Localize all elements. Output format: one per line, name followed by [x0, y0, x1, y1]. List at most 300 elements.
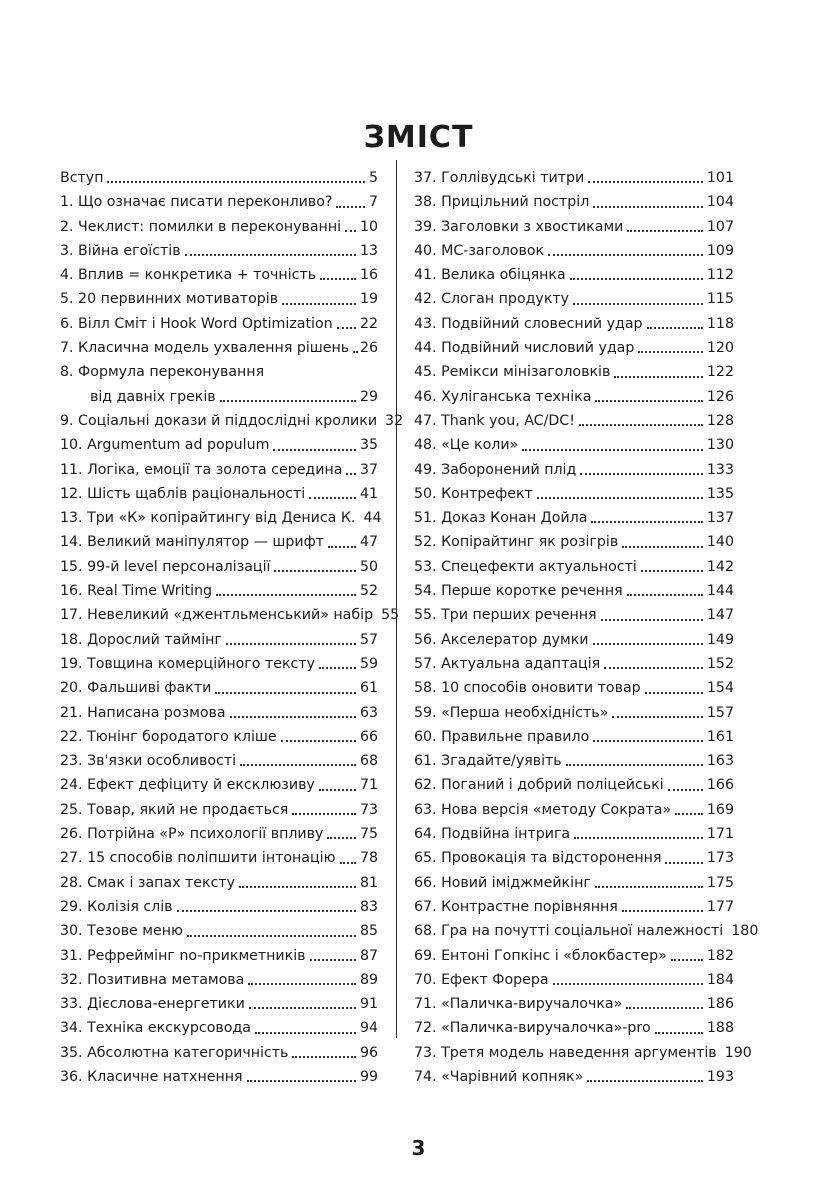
- dot-leader: [593, 740, 703, 742]
- toc-entry-title: 60. Правильне правило: [414, 728, 590, 745]
- toc-entry[interactable]: [414, 579, 734, 603]
- toc-entry[interactable]: [60, 628, 378, 652]
- toc-entry[interactable]: [414, 749, 734, 773]
- toc-entry-title: 36. Класичне натхнення: [60, 1068, 243, 1085]
- toc-entry[interactable]: [60, 433, 378, 457]
- toc-entry-title: 43. Подвійний словесний удар: [414, 315, 643, 332]
- toc-entry-title: 3. Війна егоїстів: [60, 242, 181, 259]
- toc-entry[interactable]: [60, 239, 378, 263]
- toc-entry[interactable]: [414, 676, 734, 700]
- toc-entry-page: 122: [706, 364, 734, 381]
- toc-entry[interactable]: [414, 968, 734, 992]
- toc-entry-page: 115: [706, 291, 734, 308]
- toc-entry-page: 193: [706, 1068, 734, 1085]
- dot-leader: [675, 813, 703, 815]
- toc-entry[interactable]: [414, 773, 734, 797]
- dot-leader: [595, 886, 703, 888]
- dot-leader: [645, 692, 703, 694]
- toc-entry[interactable]: [414, 458, 734, 482]
- toc-entry[interactable]: [414, 725, 734, 749]
- toc-entry[interactable]: [60, 579, 378, 603]
- toc-entry[interactable]: [414, 239, 734, 263]
- toc-entry[interactable]: [414, 1016, 734, 1040]
- toc-entry-page: 149: [706, 631, 734, 648]
- dot-leader: [626, 1007, 703, 1009]
- toc-entry-page: 107: [706, 218, 734, 235]
- toc-entry-page: 188: [706, 1020, 734, 1037]
- toc-entry[interactable]: [414, 530, 734, 554]
- toc-entry-page: 91: [359, 996, 378, 1013]
- toc-entry[interactable]: [414, 822, 734, 846]
- toc-entry-title: 34. Техніка екскурсовода: [60, 1020, 251, 1037]
- toc-entry-page: 190: [724, 1044, 752, 1061]
- toc-entry-title: 30. Тезове меню: [60, 923, 183, 940]
- toc-entry[interactable]: [60, 895, 378, 919]
- toc-entry-title: Вступ: [60, 170, 104, 186]
- toc-entry-title: 66. Новий іміджмейкінг: [414, 874, 591, 891]
- toc-entry-page: 104: [706, 194, 734, 211]
- toc-entry[interactable]: [414, 992, 734, 1016]
- toc-entry-page: 180: [731, 923, 759, 940]
- toc-entry-title: 27. 15 способів поліпшити інтонацію: [60, 850, 336, 867]
- toc-entry-title: 9. Соціальні докази й піддослідні кролики: [60, 412, 378, 429]
- toc-entry-title: 42. Слоган продукту: [414, 291, 570, 308]
- toc-entry-page: 37: [359, 461, 378, 478]
- toc-entry-page: 35: [359, 437, 378, 454]
- toc-entry[interactable]: [60, 871, 378, 895]
- dot-leader: [612, 716, 703, 718]
- toc-entry-title: 38. Прицільний постріл: [414, 194, 590, 211]
- toc-entry[interactable]: [60, 530, 378, 554]
- toc-entry-page: 142: [706, 558, 734, 575]
- toc-entry-title: 32. Позитивна метамова: [60, 971, 245, 988]
- dot-leader: [240, 764, 356, 766]
- toc-entry[interactable]: [60, 749, 378, 773]
- toc-entry-title: 50. Контрефект: [414, 485, 533, 502]
- toc-entry-title: 14. Великий маніпулятор — шрифт: [60, 534, 324, 551]
- dot-leader: [614, 376, 703, 378]
- toc-entry-page: 81: [359, 874, 378, 891]
- toc-entry[interactable]: [60, 482, 378, 506]
- toc-entry-page: 166: [706, 777, 734, 794]
- dot-leader: [537, 497, 703, 499]
- toc-entry-page: 140: [706, 534, 734, 551]
- dot-leader: [239, 886, 356, 888]
- toc-entry-title: 69. Ентоні Гопкінс і «блокбастер»: [414, 947, 667, 964]
- toc-entry[interactable]: [414, 798, 734, 822]
- toc-entry[interactable]: [414, 190, 734, 214]
- toc-entry-page: 130: [706, 437, 734, 454]
- page-number: 3: [411, 1136, 426, 1160]
- dot-leader: [580, 473, 703, 475]
- toc-entry[interactable]: [60, 215, 378, 239]
- dot-leader: [641, 570, 703, 572]
- toc-entry[interactable]: [414, 919, 759, 943]
- toc-entry-title: 74. «Чарівний копняк»: [414, 1068, 584, 1085]
- toc-entry-title: 1. Що означає писати переконливо?: [60, 194, 333, 211]
- dot-leader: [185, 254, 356, 256]
- toc-entry-page: 144: [706, 583, 734, 600]
- dot-leader: [336, 206, 365, 208]
- toc-entry[interactable]: [60, 409, 404, 433]
- toc-entry[interactable]: [60, 968, 378, 992]
- toc-entry-title: 23. Зв'язки особливості: [60, 753, 237, 770]
- dot-leader: [319, 789, 356, 791]
- dot-leader: [320, 278, 356, 280]
- toc-entry-page: 50: [359, 558, 378, 575]
- toc-entry-page: 29: [359, 388, 378, 405]
- toc-entry[interactable]: [60, 944, 378, 968]
- toc-entry-title: 11. Логіка, емоції та золота середина: [60, 461, 343, 478]
- toc-entry-title: 2. Чеклист: помилки в переконуванні: [60, 218, 342, 235]
- toc-entry[interactable]: [414, 409, 734, 433]
- toc-entry-page: 19: [359, 291, 378, 308]
- toc-entry-page: 135: [706, 485, 734, 502]
- dot-leader: [248, 983, 356, 985]
- toc-entry-title: 12. Шість щаблів раціональності: [60, 485, 306, 502]
- dot-leader: [177, 910, 356, 912]
- dot-leader: [591, 521, 702, 523]
- toc-entry-title: 62. Поганий і добрий поліцейські: [414, 777, 664, 794]
- toc-entry[interactable]: [60, 360, 378, 409]
- toc-entry[interactable]: [60, 555, 378, 579]
- toc-entry-title: 65. Провокація та відсторонення: [414, 850, 662, 867]
- toc-entry-page: 26: [359, 340, 378, 357]
- toc-entry-title: 18. Дорослий таймінг: [60, 631, 222, 648]
- toc-entry-page: 128: [706, 412, 734, 429]
- dot-leader: [553, 983, 703, 985]
- dot-leader: [638, 351, 703, 353]
- toc-entry[interactable]: [60, 701, 378, 725]
- toc-entry-title: 73. Третя модель наведення аргументів: [414, 1044, 717, 1061]
- toc-entry-title: 44. Подвійний числовий удар: [414, 340, 635, 357]
- dot-leader: [647, 327, 703, 329]
- toc-entry-page: 55: [381, 607, 400, 624]
- toc-entry-title: 52. Копірайтинг як розігрів: [414, 534, 619, 551]
- toc-entry-page: 13: [359, 242, 378, 259]
- toc-entry[interactable]: [60, 263, 378, 287]
- toc-entry-page: 85: [359, 923, 378, 940]
- dot-leader: [570, 278, 703, 280]
- toc-entry-title: 56. Акселератор думки: [414, 631, 589, 648]
- toc-entry[interactable]: [414, 652, 734, 676]
- toc-entry-page: 71: [359, 777, 378, 794]
- toc-entry[interactable]: [60, 603, 400, 627]
- toc-entry-title: 46. Хуліганська техніка: [414, 388, 592, 405]
- dot-leader: [627, 594, 703, 596]
- toc-entry[interactable]: [60, 798, 378, 822]
- dot-leader: [574, 837, 703, 839]
- dot-leader: [281, 740, 356, 742]
- toc-entry-page: 52: [359, 583, 378, 600]
- dot-leader: [593, 643, 703, 645]
- toc-entry-title: 15. 99-й level персоналізації: [60, 558, 271, 575]
- toc-entry-page: 68: [359, 753, 378, 770]
- toc-entry-title: 64. Подвійна інтрига: [414, 826, 571, 843]
- toc-entry-page: 157: [706, 704, 734, 721]
- dot-leader: [230, 716, 356, 718]
- dot-leader: [273, 449, 356, 451]
- toc-entry-title: 10. Argumentum ad populum: [60, 437, 270, 454]
- toc-entry-page: 120: [706, 340, 734, 357]
- toc-entry-title: 59. «Перша необхідність»: [414, 704, 609, 721]
- toc-entry-page: 87: [359, 947, 378, 964]
- toc-entry[interactable]: [60, 190, 378, 214]
- toc-column-left: [60, 166, 404, 1089]
- toc-entry-page: 112: [706, 267, 734, 284]
- toc-entry-title: 20. Фальшиві факти: [60, 680, 212, 697]
- page-title: ЗМІСТ: [363, 120, 474, 155]
- toc-entry[interactable]: [414, 215, 734, 239]
- toc-entry[interactable]: [60, 458, 378, 482]
- toc-entry[interactable]: [60, 1016, 378, 1040]
- toc-entry[interactable]: [60, 725, 378, 749]
- toc-entry-page: 59: [359, 655, 378, 672]
- dot-leader: [187, 935, 356, 937]
- toc-entry[interactable]: [414, 1041, 752, 1065]
- toc-entry-page: 10: [359, 218, 378, 235]
- toc-entry-page: 75: [359, 826, 378, 843]
- toc-entry-title: 4. Вплив = конкретика + точність: [60, 267, 317, 284]
- toc-entry-title: 26. Потрійна «Р» психології впливу: [60, 826, 324, 843]
- dot-leader: [548, 254, 703, 256]
- toc-entry-page: 177: [706, 898, 734, 915]
- toc-entry-title: 37. Голлівудські титри: [414, 170, 585, 186]
- toc-entry-title: 61. Згадайте/уявіть: [414, 753, 562, 770]
- dot-leader: [622, 546, 703, 548]
- dot-leader: [353, 351, 356, 353]
- toc-entry-title: 7. Класична модель ухвалення рішень: [60, 340, 350, 357]
- toc-entry-title: 39. Заголовки з хвостиками: [414, 218, 624, 235]
- toc-entry-page: 175: [706, 874, 734, 891]
- column-divider: [396, 160, 397, 1038]
- dot-leader: [627, 230, 703, 232]
- dot-leader: [601, 619, 703, 621]
- toc-entry-title: 6. Вілл Сміт і Hook Word Optimization: [60, 315, 333, 332]
- toc-entry[interactable]: [414, 312, 734, 336]
- dot-leader: [337, 327, 356, 329]
- toc-entry-title: 47. Thank you, AC/DC!: [414, 412, 575, 429]
- toc-entry[interactable]: [60, 822, 378, 846]
- toc-entry-page: 101: [706, 170, 734, 186]
- dot-leader: [328, 546, 356, 548]
- toc-entry-title: 8. Формула переконування: [60, 364, 265, 381]
- toc-entry-page: 182: [706, 947, 734, 964]
- toc-entry-page: 57: [359, 631, 378, 648]
- toc-entry-title: 22. Тюнінг бородатого кліше: [60, 728, 277, 745]
- toc-entry-title: 13. Три «К» копірайтингу від Дениса К.: [60, 510, 356, 527]
- toc-entry[interactable]: [60, 919, 378, 943]
- toc-entry[interactable]: [414, 360, 734, 384]
- toc-entry-title: 17. Невеликий «джентльменський» набір: [60, 607, 374, 624]
- toc-column-right: [414, 166, 759, 1089]
- toc-entry-page: 89: [359, 971, 378, 988]
- dot-leader: [226, 643, 356, 645]
- dot-leader: [671, 959, 703, 961]
- dot-leader: [282, 303, 356, 305]
- toc-entry-title: 55. Три перших речення: [414, 607, 597, 624]
- dot-leader: [655, 1032, 703, 1034]
- toc-entry-title: 48. «Це коли»: [414, 437, 519, 454]
- toc-entry-page: 99: [359, 1068, 378, 1085]
- toc-entry[interactable]: [414, 603, 734, 627]
- toc-entry-page: 173: [706, 850, 734, 867]
- dot-leader: [327, 837, 356, 839]
- dot-leader: [215, 692, 356, 694]
- toc-entry-page: 137: [706, 510, 734, 527]
- dot-leader: [595, 400, 702, 402]
- toc-entry-title: 19. Товщина комерційного тексту: [60, 655, 315, 672]
- toc-entry[interactable]: [60, 1065, 378, 1089]
- dot-leader: [345, 230, 356, 232]
- toc-entry-page: 118: [706, 315, 734, 332]
- toc-entry[interactable]: [60, 312, 378, 336]
- dot-leader: [309, 497, 356, 499]
- toc-entry-page: 73: [359, 801, 378, 818]
- toc-entry[interactable]: [414, 166, 734, 190]
- toc-entry-page: 32: [385, 412, 404, 429]
- toc-entry-page: 161: [706, 728, 734, 745]
- dot-leader: [579, 424, 703, 426]
- toc-entry-page: 169: [706, 801, 734, 818]
- toc-entry-page: 96: [359, 1044, 378, 1061]
- toc-entry[interactable]: [414, 701, 734, 725]
- toc-entry-title: 35. Абсолютна категоричність: [60, 1044, 289, 1061]
- dot-leader: [274, 570, 355, 572]
- toc-entry-title: 58. 10 способів оновити товар: [414, 680, 641, 697]
- toc-entry-title: 28. Смак і запах тексту: [60, 874, 236, 891]
- dot-leader: [622, 910, 703, 912]
- toc-entry-title: 40. МС-заголовок: [414, 242, 545, 259]
- toc-entry[interactable]: [414, 263, 734, 287]
- toc-entry-page: 163: [706, 753, 734, 770]
- toc-entry[interactable]: [414, 482, 734, 506]
- dot-leader: [587, 1080, 703, 1082]
- toc-entry-page: 83: [359, 898, 378, 915]
- toc-entry-title: 63. Нова версія «методу Сократа»: [414, 801, 672, 818]
- dot-leader: [665, 862, 702, 864]
- toc-entry-title: 53. Спецефекти актуальності: [414, 558, 637, 575]
- dot-leader: [220, 400, 356, 402]
- toc-entry-page: 22: [359, 315, 378, 332]
- dot-leader: [319, 667, 356, 669]
- toc-entry[interactable]: [60, 336, 378, 360]
- toc-entry-title: 68. Гра на почутті соціальної належності: [414, 923, 724, 940]
- toc-entry-page: 16: [359, 267, 378, 284]
- dot-leader: [216, 594, 356, 596]
- dot-leader: [668, 789, 703, 791]
- toc-entry[interactable]: [60, 676, 378, 700]
- dot-leader: [255, 1032, 356, 1034]
- toc-entry-page: 61: [359, 680, 378, 697]
- toc-entry[interactable]: [414, 433, 734, 457]
- toc-entry-page: 152: [706, 655, 734, 672]
- dot-leader: [522, 449, 703, 451]
- toc-entry-page: 66: [359, 728, 378, 745]
- toc-entry-page: 186: [706, 996, 734, 1013]
- toc-entry-title: 70. Ефект Форера: [414, 971, 549, 988]
- toc-entry-page: 5: [368, 170, 378, 186]
- toc-entry-page: 126: [706, 388, 734, 405]
- toc-entry-title: 31. Рефреймінг no-прикметників: [60, 947, 306, 964]
- toc-entry-title: 41. Велика обіцянка: [414, 267, 566, 284]
- toc-entry-title: 57. Актуальна адаптація: [414, 655, 601, 672]
- dot-leader: [604, 667, 703, 669]
- toc-entry-title: 67. Контрастне порівняння: [414, 898, 618, 915]
- toc-entry-title: 29. Колізія слів: [60, 898, 173, 915]
- toc-entry[interactable]: [60, 652, 378, 676]
- toc-entry-page: 154: [706, 680, 734, 697]
- toc-entry-title: 72. «Паличка-виручалочка»-pro: [414, 1020, 651, 1037]
- dot-leader: [310, 959, 356, 961]
- dot-leader: [588, 181, 703, 183]
- toc-entry[interactable]: [414, 506, 734, 530]
- dot-leader: [249, 1007, 356, 1009]
- toc-entry-title: 54. Перше коротке речення: [414, 583, 623, 600]
- toc-entry[interactable]: [414, 895, 734, 919]
- toc-entry-page: 171: [706, 826, 734, 843]
- toc-entry-title: 33. Дієслова-енергетики: [60, 996, 245, 1013]
- toc-entry[interactable]: [414, 944, 734, 968]
- toc-entry-page: 94: [359, 1020, 378, 1037]
- dot-leader: [247, 1080, 356, 1082]
- dot-leader: [346, 473, 356, 475]
- toc-entry[interactable]: [414, 628, 734, 652]
- toc-entry[interactable]: [60, 773, 378, 797]
- dot-leader: [107, 181, 364, 183]
- toc-entry-title-continued: від давніх греків: [90, 388, 216, 405]
- toc-entry[interactable]: [414, 846, 734, 870]
- toc-entry-title: 25. Товар, який не продається: [60, 801, 289, 818]
- toc-entry[interactable]: [414, 1065, 734, 1089]
- toc-entry-title: 5. 20 первинних мотиваторів: [60, 291, 279, 308]
- toc-entry[interactable]: [60, 1041, 378, 1065]
- toc-entry[interactable]: [60, 992, 378, 1016]
- toc-entry-page: 184: [706, 971, 734, 988]
- toc-entry-title: 45. Ремікси мінізаголовків: [414, 364, 611, 381]
- toc-entry-page: 41: [359, 485, 378, 502]
- toc-entry-page: 133: [706, 461, 734, 478]
- toc-entry-page: 44: [363, 510, 382, 527]
- toc-entry[interactable]: [60, 846, 378, 870]
- dot-leader: [292, 813, 356, 815]
- toc-entry[interactable]: [414, 555, 734, 579]
- toc-entry[interactable]: [414, 287, 734, 311]
- toc-entry-title: 51. Доказ Конан Дойла: [414, 510, 588, 527]
- dot-leader: [340, 862, 356, 864]
- toc-entry-page: 47: [359, 534, 378, 551]
- toc-entry-page: 109: [706, 242, 734, 259]
- toc-entry-title: 49. Заборонений плід: [414, 461, 577, 478]
- toc-entry-title: 16. Real Time Writing: [60, 583, 213, 600]
- toc-entry-page: 78: [359, 850, 378, 867]
- toc-entry-page: 147: [706, 607, 734, 624]
- toc-entry[interactable]: [60, 506, 382, 530]
- dot-leader: [292, 1056, 356, 1058]
- toc-entry-title: 71. «Паличка-виручалочка»: [414, 996, 623, 1013]
- toc-entry[interactable]: [414, 385, 734, 409]
- toc-entry-title: 24. Ефект дефіциту й ексклюзиву: [60, 777, 315, 794]
- toc-entry[interactable]: [414, 871, 734, 895]
- toc-entry[interactable]: [60, 166, 378, 190]
- toc-entry-page: 7: [368, 194, 378, 211]
- toc-entry-page: 63: [359, 704, 378, 721]
- toc-entry[interactable]: [60, 287, 378, 311]
- toc-entry-title: 21. Написана розмова: [60, 704, 226, 721]
- dot-leader: [573, 303, 703, 305]
- toc-entry[interactable]: [414, 336, 734, 360]
- dot-leader: [593, 206, 703, 208]
